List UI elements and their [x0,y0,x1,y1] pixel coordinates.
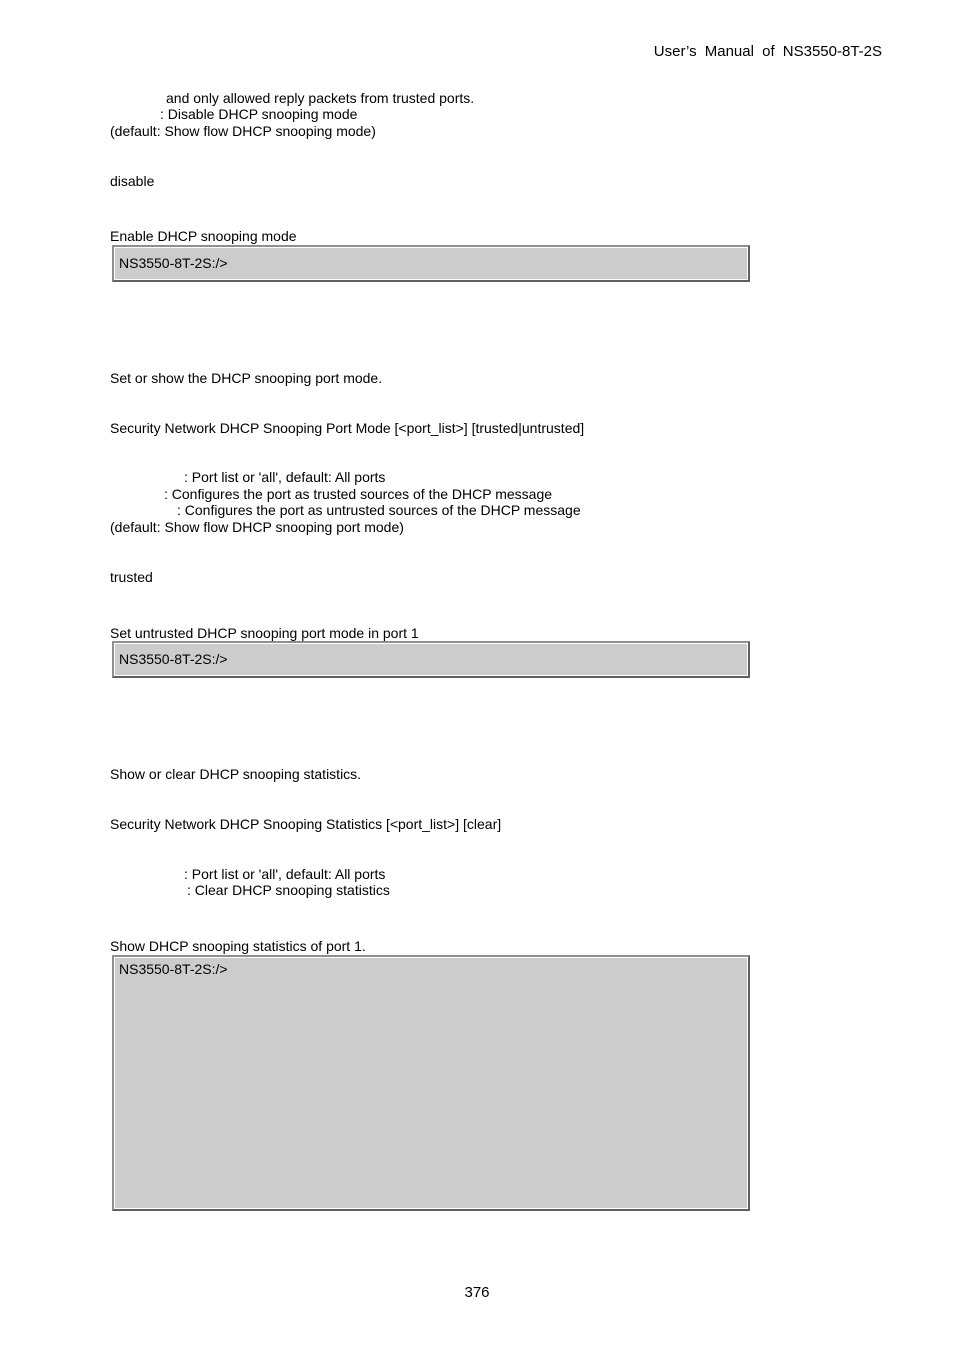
section2-console-box [112,641,750,678]
section2-param1: : Port list or 'all', default: All ports [184,469,386,485]
section3-param2: : Clear DHCP snooping statistics [187,882,390,898]
section1-default-value: disable [110,173,155,189]
section1-line2: : Disable DHCP snooping mode [160,106,358,122]
section3-console-prompt: NS3550-8T-2S:/> [119,961,228,977]
page-header: User’s Manual of NS3550-8T-2S [653,43,882,60]
section1-line1: and only allowed reply packets from trusted ports. [166,90,475,106]
page-number: 376 [464,1284,490,1301]
section1-console-prompt: NS3550-8T-2S:/> [119,255,228,271]
section2-param3: : Configures the port as untrusted sources of the DHCP message [177,502,581,518]
section3-syntax: Security Network DHCP Snooping Statistics [<port_list>] [clear] [110,816,502,832]
section2-example-caption: Set untrusted DHCP snooping port mode in port 1 [110,625,419,641]
section2-syntax: Security Network DHCP Snooping Port Mode [<port_list>] [trusted|untrusted] [110,420,585,436]
section3-description: Show or clear DHCP snooping statistics. [110,766,362,782]
section3-param1: : Port list or 'all', default: All ports [184,866,386,882]
section2-description: Set or show the DHCP snooping port mode. [110,370,383,386]
section1-console-box [112,245,750,282]
section1-example-caption: Enable DHCP snooping mode [110,228,297,244]
section1-line3: (default: Show flow DHCP snooping mode) [110,123,376,139]
section2-default-value: trusted [110,569,153,585]
section3-example-caption: Show DHCP snooping statistics of port 1. [110,938,366,954]
section2-param2: : Configures the port as trusted sources of the DHCP message [164,486,553,502]
section3-console-box [112,955,750,1211]
section2-console-prompt: NS3550-8T-2S:/> [119,651,228,667]
section2-param4: (default: Show flow DHCP snooping port mode) [110,519,404,535]
